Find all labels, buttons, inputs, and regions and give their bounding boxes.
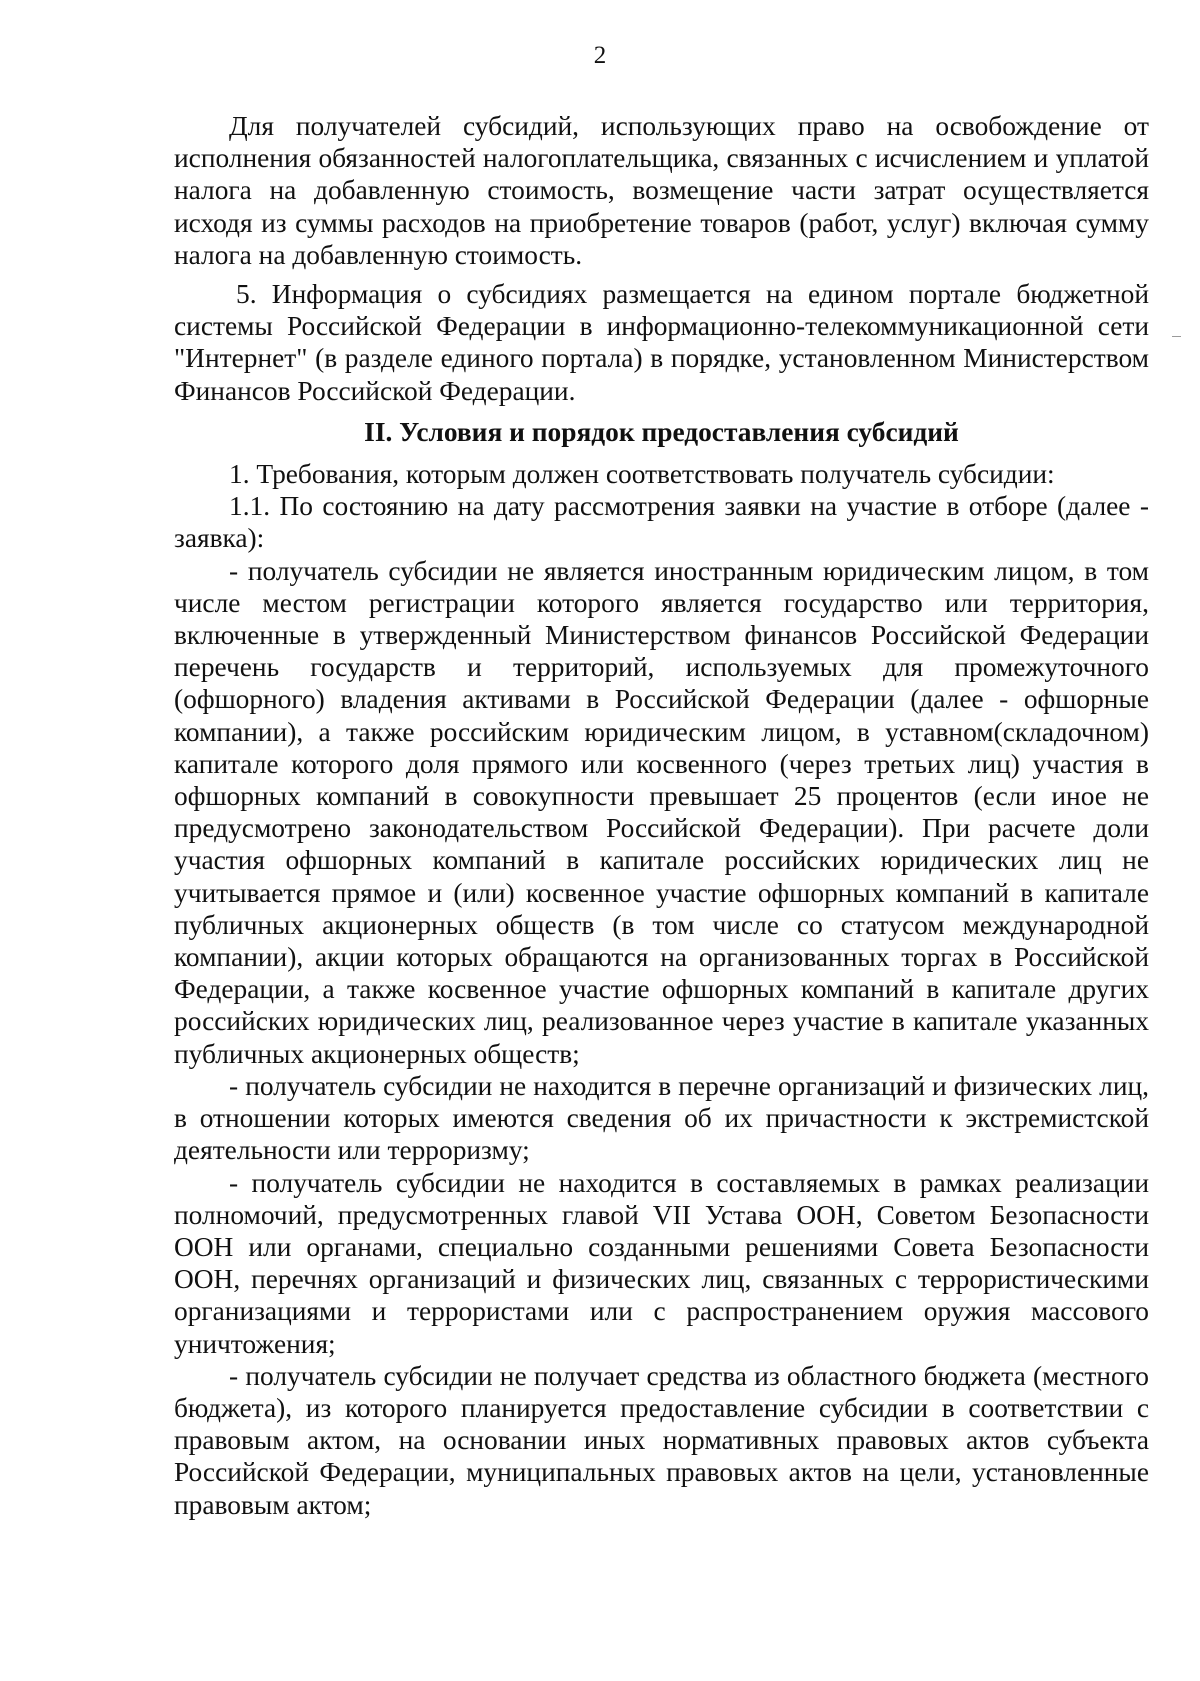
page-number: 2 — [593, 42, 607, 69]
document-body — [174, 110, 1149, 1521]
list-item-foreign-entity: - получатель субсидии не является иностранным юридическим лицом, в том числе местом регистрации которого является государство или территория, включенные в утвержденный Министерством финансов Российской Федерации перечень государств и территорий, используемых для промежуточного (офшорного) владения активами в Российской Федерации (далее - офшорные компании), а также российским юридическим лицом, в уставном(складочном) капитале которого доля прямого или косвенного (через третьих лиц) участия в офшорных компаний в совокупности превышает 25 процентов (если иное не предусмотрено законодательством Российской Федерации). При расчете доли участия офшорных компаний в капитале российских юридических лиц не учитывается прямое и (или) косвенное участие офшорных компаний в капитале публичных акционерных обществ (в том числе со статусом международной компании), акции которых обращаются на организованных торгах в Российской Федерации, а также косвенное участие офшорных компаний в капитале других российских юридических лиц, реализованное через участие в капитале указанных публичных акционерных обществ; — [174, 555, 1149, 1069]
section-heading: II. Условия и порядок предоставления субсидий — [364, 416, 959, 447]
paragraph-5-subsidy-information: 5. Информация о субсидиях размещается на едином портале бюджетной системы Российской Федерации в информационно-телекоммуникационной сети "Интернет" (в разделе единого портала) в порядке, установленном Министерством Финансов Российской Федерации. — [174, 279, 1149, 406]
list-item-regional-budget-funds: - получатель субсидии не получает средства из областного бюджета (местного бюджета), из которого планируется предоставление субсидии в соответствии с правовым актом, на основании иных нормативных правовых актов субъекта Российской Федерации, муниципальных правовых актов на цели, установленные правовым актом; — [174, 1360, 1149, 1520]
margin-mark — [1172, 336, 1181, 337]
list-item-extremism-list: - получатель субсидии не находится в перечне организаций и физических лиц, в отношении которых имеются сведения об их причастности к экстремистской деятельности или терроризму; — [174, 1070, 1149, 1166]
paragraph-vat-exemption: Для получателей субсидий, использующих право на освобождение от исполнения обязанностей налогоплательщика, связанных с исчислением и уплатой налога на добавленную стоимость, возмещение части затрат осуществляется исходя из суммы расходов на приобретение товаров (работ, услуг) включая сумму налога на добавленную стоимость. — [174, 111, 1149, 270]
paragraph-1-requirements: 1. Требования, которым должен соответствовать получатель субсидии: — [229, 459, 1055, 490]
list-item-un-sanctions-list: - получатель субсидии не находится в составляемых в рамках реализации полномочий, предусмотренных главой VII Устава ООН, Советом Безопасности ООН или органами, специально созданными решениями Совета Безопасности ООН, перечнях организаций и физических лиц, связанных с террористическими организациями и террористами или с распространением оружия массового уничтожения; — [174, 1167, 1149, 1359]
paragraph-1-1-application-date: 1.1. По состоянию на дату рассмотрения заявки на участие в отборе (далее - заявка): — [174, 491, 1149, 554]
